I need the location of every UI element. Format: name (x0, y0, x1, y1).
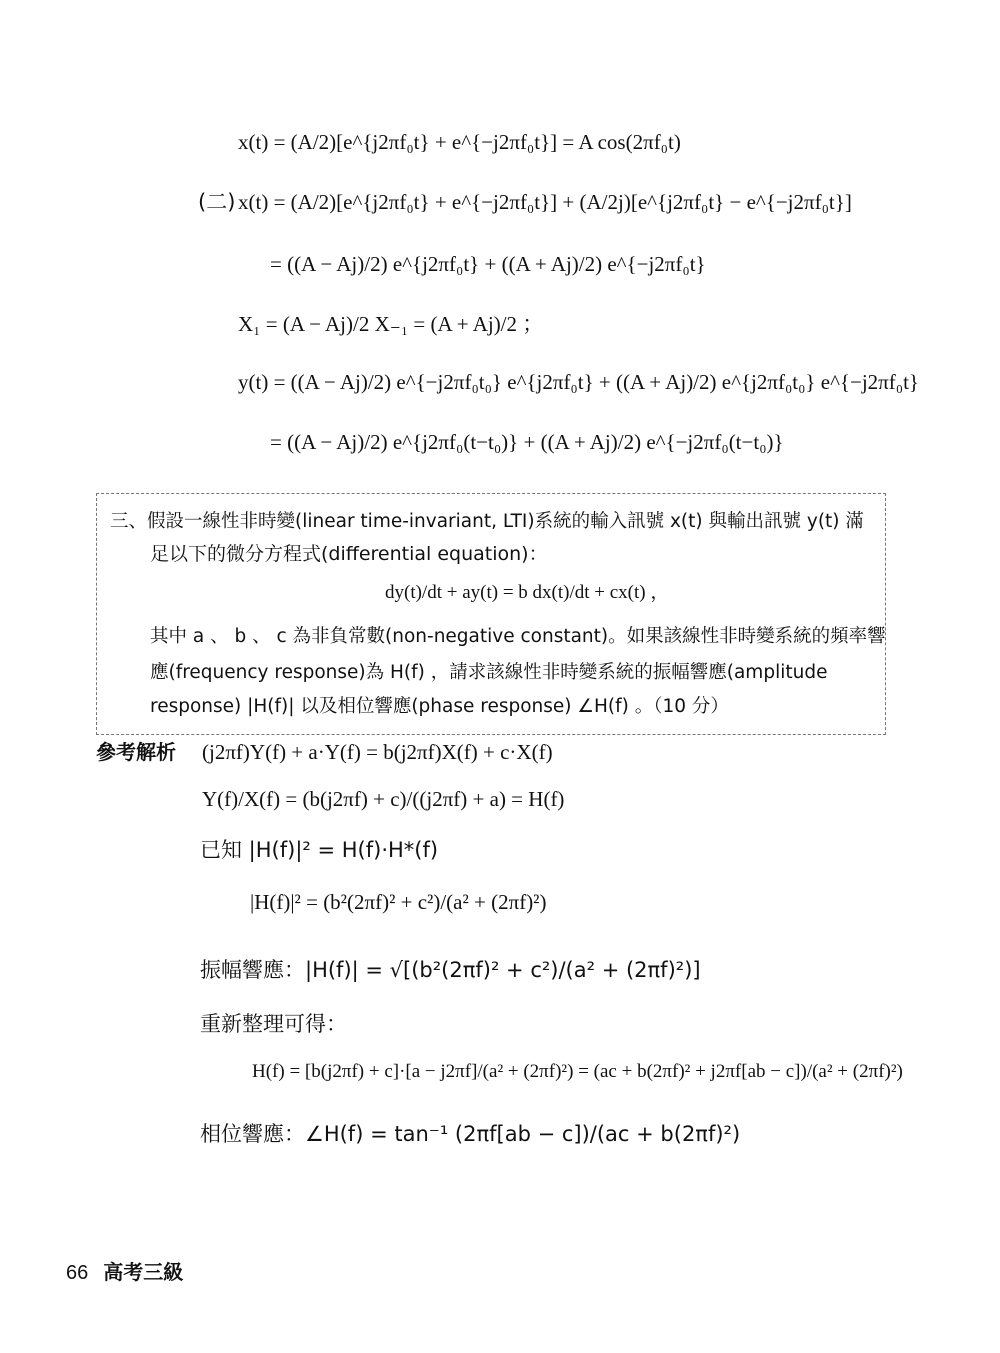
solution-step-3: 已知 |H(f)|² = H(f)·H*(f) (200, 838, 439, 862)
solution-step-2: Y(f)/X(f) = (b(j2πf) + c)/((j2πf) + a) = H(f) (202, 787, 565, 811)
book-title: 高考三級 (103, 1260, 184, 1284)
problem-line-2: 足以下的微分方程式(differential equation)： (150, 543, 548, 565)
problem-line-5: response) |H(f)| 以及相位響應(phase response) ∠H(f) 。（10 分） (150, 696, 729, 717)
equation-x-cos: x(t) = (A/2)[e^{j2πf₀t} + e^{−j2πf₀t}] = A cos(2πf₀t) (238, 130, 681, 154)
rearrange-label: 重新整理可得： (200, 1012, 347, 1036)
equation-y-delayed: y(t) = ((A − Aj)/2) e^{−j2πf₀t₀} e^{j2πf₀t} + ((A + Aj)/2) e^{j2πf₀t₀} e^{−j2πf₀t} (238, 370, 920, 394)
phase-response: 相位響應：∠H(f) = tan⁻¹ (2πf[ab − c])/(ac + b(2πf)²) (200, 1122, 741, 1146)
problem-line-4: 應(frequency response)為 H(f) ，請求該線性非時變系統的振幅響應(amplitude (150, 662, 828, 683)
solution-label: 參考解析 (96, 740, 176, 764)
problem-line-1: 三、假設一線性非時變(linear time-invariant, LTI)系統的輸入訊號 x(t) 與輸出訊號 y(t) 滿 (110, 511, 864, 532)
problem-line-3: 其中 a 、 b 、 c 為非負常數(non-negative constant)。如果該線性非時變系統的頻率響 (150, 626, 886, 647)
solution-step-4: |H(f)|² = (b²(2πf)² + c²)/(a² + (2πf)²) (250, 890, 547, 914)
equation-x-combined: = ((A − Aj)/2) e^{j2πf₀t} + ((A + Aj)/2) e^{−j2πf₀t} (270, 252, 706, 276)
amplitude-response: 振幅響應：|H(f)| = √[(b²(2πf)² + c²)/(a² + (2πf)²)] (200, 958, 701, 982)
page-footer (66, 1256, 183, 1285)
page-number: 66 (66, 1262, 89, 1284)
solution-step-1: (j2πf)Y(f) + a·Y(f) = b(j2πf)X(f) + c·X(f) (202, 740, 553, 764)
equation-x-expanded: x(t) = (A/2)[e^{j2πf₀t} + e^{−j2πf₀t}] + (A/2j)[e^{j2πf₀t} − e^{−j2πf₀t}] (238, 190, 852, 214)
equation-y-combined: = ((A − Aj)/2) e^{j2πf₀(t−t₀)} + ((A + Aj)/2) e^{−j2πf₀(t−t₀)} (270, 430, 784, 454)
section-label-two: (二) (198, 190, 236, 214)
solution-step-7: H(f) = [b(j2πf) + c]·[a − j2πf]/(a² + (2πf)²) = (ac + b(2πf)² + j2πf[ab − c])/(a² + (2πf)²) (252, 1061, 903, 1082)
equation-fourier-coefficients: X₁ = (A − Aj)/2 X₋₁ = (A + Aj)/2 ； (238, 312, 544, 336)
problem-equation: dy(t)/dt + ay(t) = b dx(t)/dt + cx(t) ， (385, 582, 670, 603)
